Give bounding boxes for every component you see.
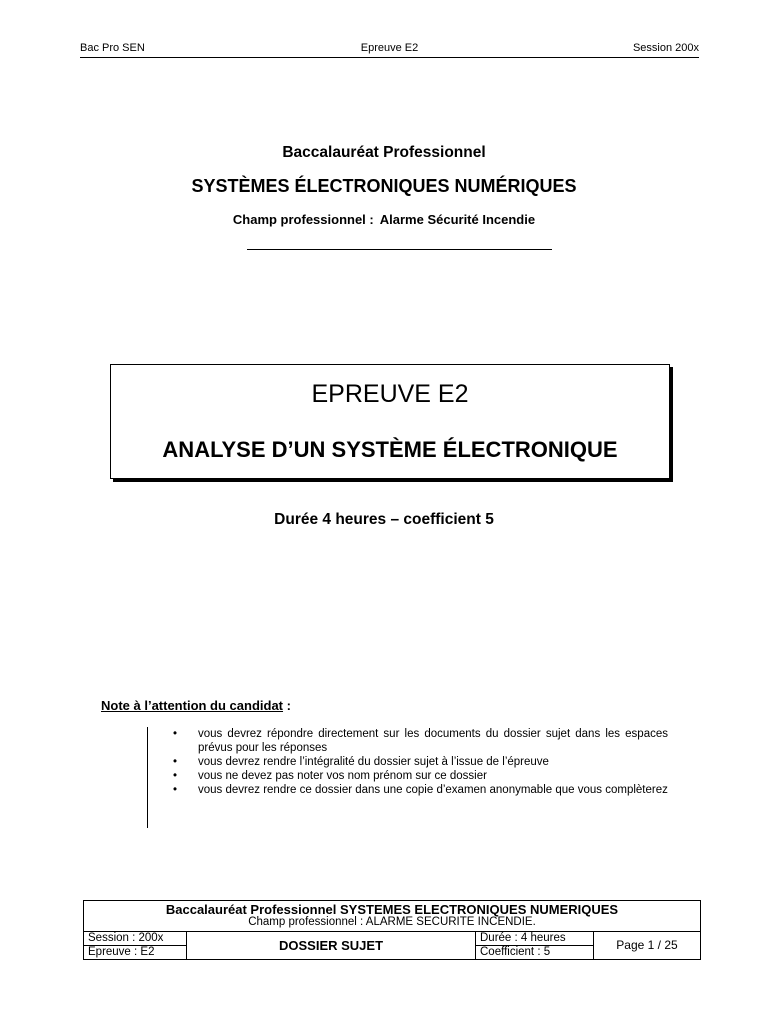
- header-left: Bac Pro SEN: [80, 42, 145, 54]
- title-separator: [247, 249, 552, 250]
- bullet-icon: •: [173, 756, 178, 768]
- note-item: • vous devrez rendre ce dossier dans une copie d’examen anonymable que vous complèterez: [173, 784, 668, 796]
- page-header: [80, 37, 699, 58]
- note-item: • vous devrez répondre directement sur les documents du dossier sujet dans les espaces prévus pour les réponses: [173, 728, 668, 754]
- title-line-2: SYSTÈMES ÉLECTRONIQUES NUMÉRIQUES: [191, 176, 577, 196]
- note-item: • vous devrez rendre l’intégralité du dossier sujet à l’issue de l’épreuve: [173, 756, 549, 768]
- header-right: Session 200x: [632, 42, 699, 54]
- champ-label: Champ professionnel :: [232, 212, 374, 227]
- bullet-icon: •: [173, 728, 178, 740]
- footer-session: Session : 200x: [84, 932, 187, 946]
- footer-table: [83, 900, 701, 960]
- bullet-icon: •: [173, 784, 178, 796]
- note-title-text: Note à l’attention du candidat: [101, 698, 284, 713]
- footer-header: [84, 901, 701, 932]
- champ-professionnel: [0, 212, 768, 227]
- note-list: [173, 727, 668, 797]
- epreuve-title: EPREUVE E2: [311, 380, 469, 408]
- epreuve-box: [110, 364, 670, 479]
- champ-value: Alarme Sécurité Incendie: [379, 212, 536, 227]
- note-item: • vous ne devez pas noter vos nom prénom sur ce dossier: [173, 770, 487, 782]
- analyse-title: ANALYSE D’UN SYSTÈME ÉLECTRONIQUE: [162, 437, 618, 462]
- footer-epreuve: Epreuve : E2: [84, 946, 187, 960]
- footer-subtitle: Champ professionnel : ALARME SECURITE INCENDIE.: [248, 916, 536, 928]
- note-left-bar: [147, 727, 148, 828]
- footer-dossier-sujet: DOSSIER SUJET: [187, 932, 476, 960]
- note-title: [101, 698, 291, 713]
- footer-title: Baccalauréat Professionnel SYSTEMES ELECTRONIQUES NUMERIQUES: [165, 902, 619, 917]
- title-line-1: Baccalauréat Professionnel: [282, 144, 486, 161]
- duree-coefficient: Durée 4 heures – coefficient 5: [274, 511, 494, 528]
- footer-page-number: Page 1 / 25: [594, 932, 701, 960]
- footer-duree: Durée : 4 heures: [476, 932, 594, 946]
- bullet-icon: •: [173, 770, 178, 782]
- note-title-colon: :: [283, 698, 291, 713]
- footer-coefficient: Coefficient : 5: [476, 946, 594, 960]
- header-center: Epreuve E2: [360, 42, 419, 54]
